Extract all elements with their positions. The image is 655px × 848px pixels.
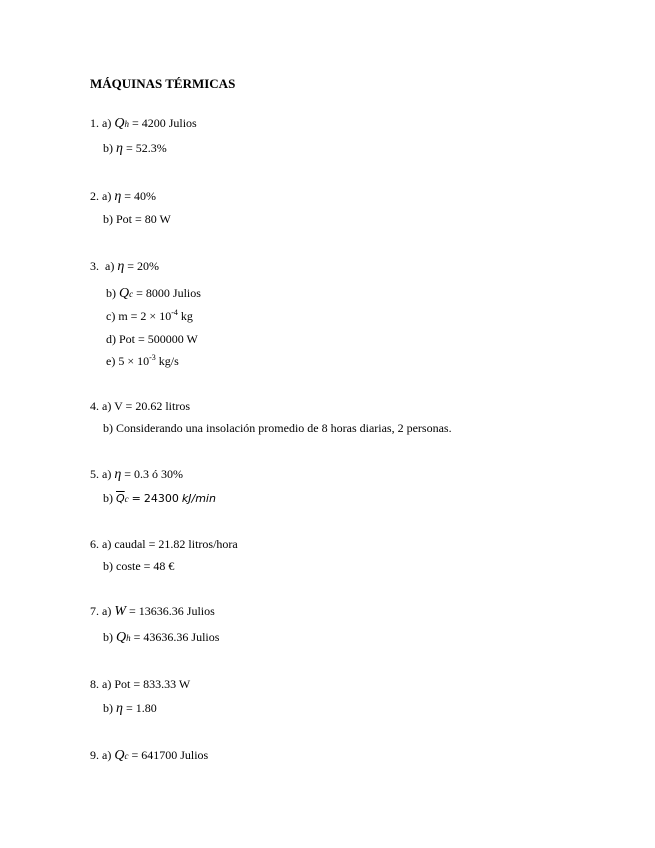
answer-value: = 641700 Julios	[131, 748, 209, 762]
math-variable: Q	[114, 748, 125, 763]
answer-6b: b) coste = 48 €	[103, 559, 175, 573]
answer-5b	[103, 490, 216, 507]
answer-text: e) 5 × 10	[106, 354, 150, 368]
math-subscript: h	[126, 633, 131, 643]
answer-4b: b) Considerando una insolación promedio de 8 horas diarias, 2 personas.	[103, 421, 452, 435]
answer-value: = 20%	[127, 259, 160, 273]
math-variable: η	[117, 259, 125, 274]
answer-5a	[90, 466, 183, 483]
answer-number: 3. a)	[90, 259, 115, 273]
answer-number: 7. a)	[90, 604, 112, 618]
answer-1b	[103, 140, 167, 157]
answer-3d: d) Pot = 500000 W	[106, 332, 198, 346]
exponent: -4	[171, 308, 178, 317]
equals-sign: =	[131, 492, 141, 505]
answer-value: = 13636.36 Julios	[129, 604, 215, 618]
answer-number: b)	[103, 630, 113, 644]
answer-value: = 8000 Julios	[136, 286, 201, 300]
math-variable: Q	[114, 116, 125, 131]
math-variable: η	[114, 467, 122, 482]
answer-value: = 0.3 ó 30%	[124, 467, 184, 481]
math-subscript: c	[129, 289, 134, 299]
answer-3c	[106, 308, 193, 324]
answer-value: = 1.80	[125, 701, 157, 715]
math-variable: Q	[119, 286, 130, 301]
math-subscript: c	[124, 494, 129, 504]
answer-unit: kJ/min	[181, 492, 216, 505]
answer-1a	[90, 115, 197, 132]
answer-value: = 40%	[124, 189, 157, 203]
answer-text: c) m = 2 × 10	[106, 309, 172, 323]
answer-3b	[106, 285, 201, 302]
answer-7a	[90, 603, 215, 620]
answer-2b: b) Pot = 80 W	[103, 212, 171, 226]
answer-value: = 43636.36 Julios	[133, 630, 220, 644]
math-subscript: c	[124, 751, 129, 761]
answer-number: b)	[103, 141, 113, 155]
math-variable: η	[116, 701, 123, 716]
answer-number: 9. a)	[90, 748, 112, 762]
answer-8a: 8. a) Pot = 833.33 W	[90, 677, 191, 691]
answer-number: b)	[106, 286, 116, 300]
answer-number: 2. a)	[90, 189, 112, 203]
math-variable: W	[114, 604, 126, 619]
answer-4a: 4. a) V = 20.62 litros	[90, 399, 190, 413]
answer-number: b)	[103, 701, 113, 715]
answer-number: 1. a)	[90, 116, 112, 130]
answer-unit: kg	[177, 309, 193, 323]
answer-2a	[90, 188, 156, 205]
answer-8b	[103, 700, 157, 717]
math-variable: Q	[116, 630, 127, 645]
math-variable: η	[114, 189, 122, 204]
answer-7b	[103, 629, 219, 646]
answer-number: b)	[103, 491, 113, 505]
exponent: -3	[149, 353, 156, 362]
answer-3e	[106, 353, 179, 369]
page-title: MÁQUINAS TÉRMICAS	[90, 76, 236, 91]
answer-value: 24300	[143, 492, 179, 505]
answer-number: 5. a)	[90, 467, 112, 481]
answer-value: = 4200 Julios	[131, 116, 197, 130]
math-subscript: h	[124, 119, 129, 129]
answer-6a: 6. a) caudal = 21.82 litros/hora	[90, 537, 238, 551]
answer-value: = 52.3%	[125, 141, 167, 155]
answer-9a	[90, 747, 208, 764]
math-variable: η	[116, 141, 123, 156]
answer-3a	[90, 258, 159, 275]
answer-unit: kg/s	[155, 354, 179, 368]
math-variable: $\overline{Q}$	[116, 492, 125, 505]
